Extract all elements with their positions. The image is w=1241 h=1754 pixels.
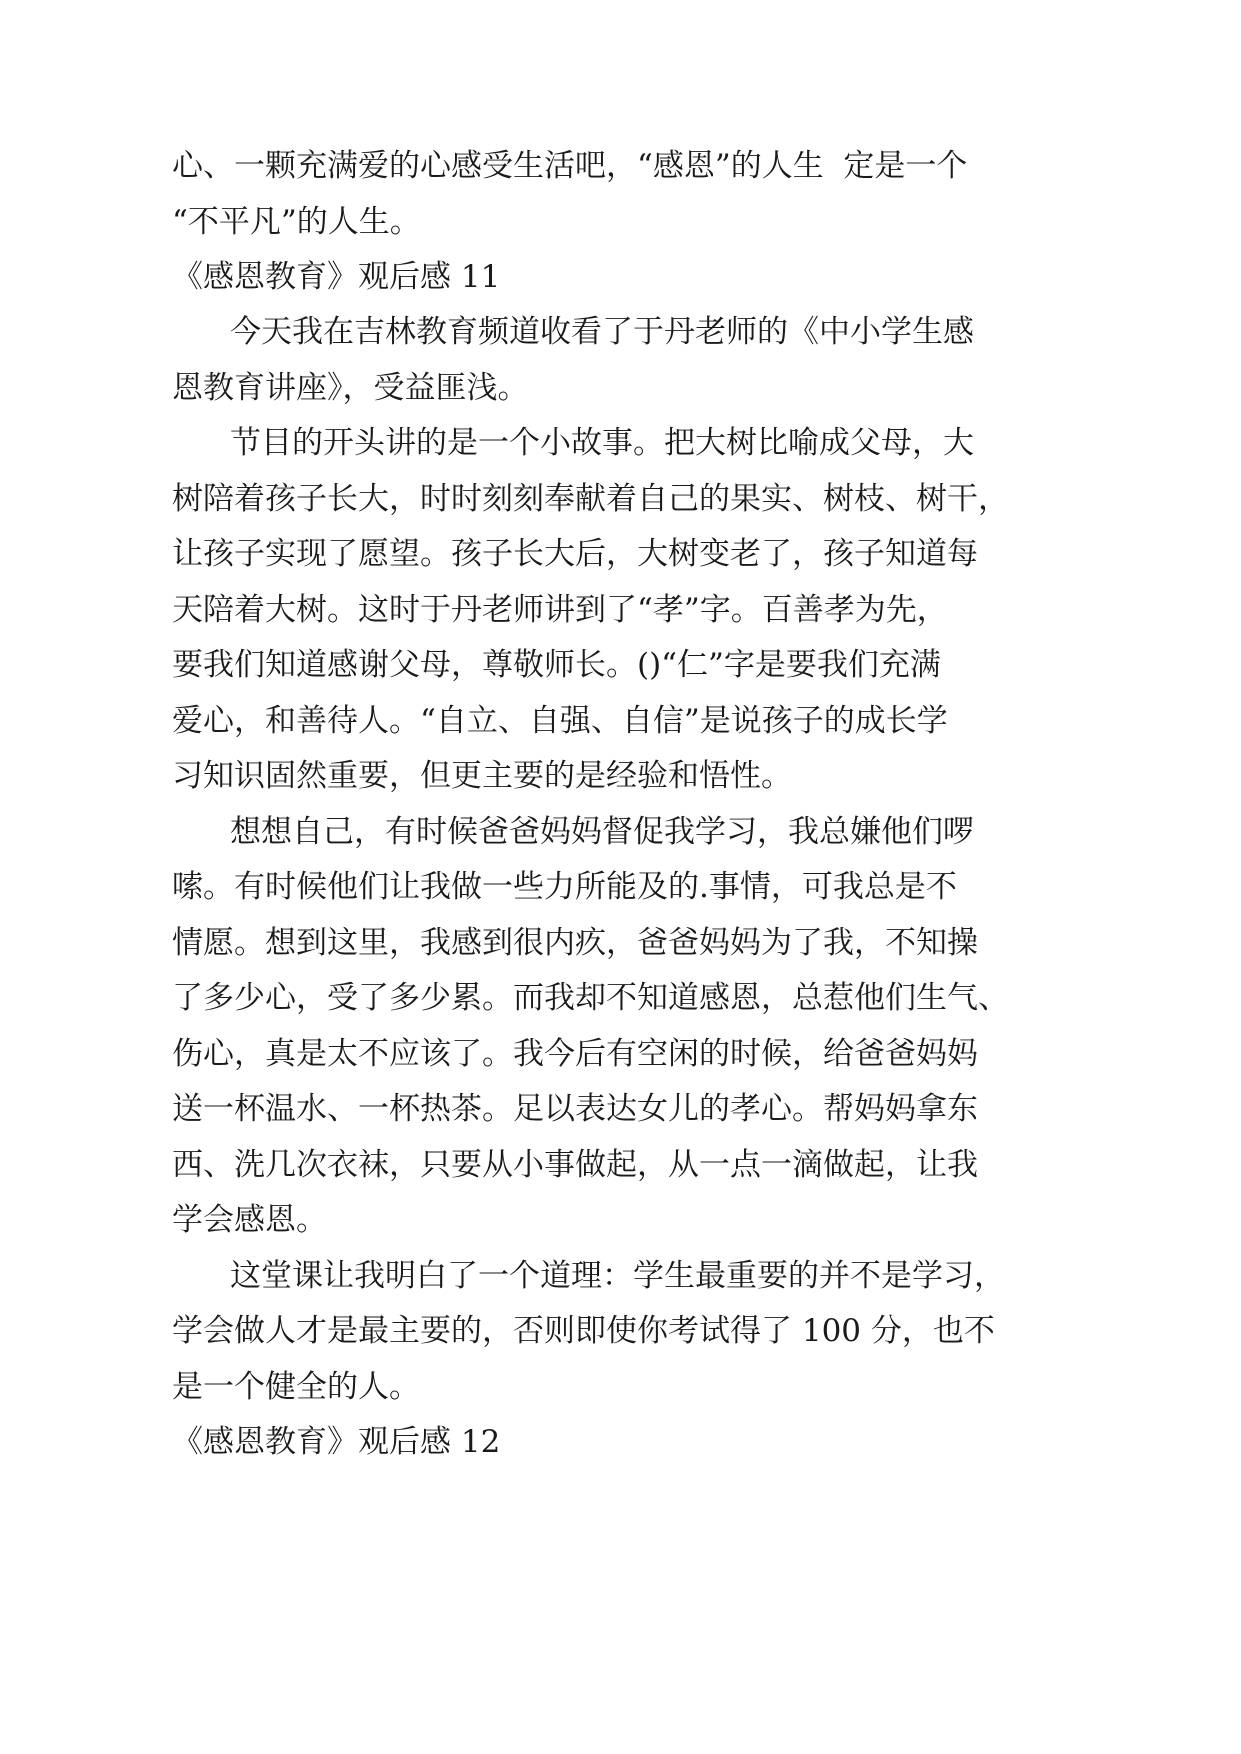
section-heading: 《感恩教育》观后感 11 xyxy=(172,259,501,295)
paragraph-start: 想想自己，有时候爸爸妈妈督促我学习，我总嫌他们啰 xyxy=(230,814,974,850)
text-line: 是一个健全的人。 xyxy=(172,1369,420,1405)
text-line: 树陪着孩子长大，时时刻刻奉献着自己的果实、树枝、树干， xyxy=(172,481,1009,517)
text-line: 伤心，真是太不应该了。我今后有空闲的时候，给爸爸妈妈 xyxy=(172,1036,978,1072)
text-line: 天陪着大树。这时于丹老师讲到了“孝”字。百善孝为先， xyxy=(172,592,948,628)
paragraph-start: 节目的开头讲的是一个小故事。把大树比喻成父母，大 xyxy=(230,425,974,461)
text-line: “不平凡”的人生。 xyxy=(172,204,421,240)
text-line: 习知识固然重要，但更主要的是经验和悟性。 xyxy=(172,758,792,794)
text-line: 爱心，和善待人。“自立、自强、自信”是说孩子的成长学 xyxy=(172,703,948,739)
text-line: 情愿。想到这里，我感到很内疚，爸爸妈妈为了我，不知操 xyxy=(172,925,978,961)
text-line: 学会感恩。 xyxy=(172,1202,327,1238)
text-line: 送一杯温水、一杯热茶。足以表达女儿的孝心。帮妈妈拿东 xyxy=(172,1091,978,1127)
text-line: 恩教育讲座》，受益匪浅。 xyxy=(172,370,529,406)
text-line: 要我们知道感谢父母，尊敬师长。()“仁”字是要我们充满 xyxy=(172,647,941,683)
text-line: 让孩子实现了愿望。孩子长大后，大树变老了，孩子知道每 xyxy=(172,536,978,572)
text-line: 嗦。有时候他们让我做一些力所能及的.事情，可我总是不 xyxy=(172,869,957,905)
text-line: 西、洗几次衣袜，只要从小事做起，从一点一滴做起，让我 xyxy=(172,1147,978,1183)
text-line: 了多少心，受了多少累。而我却不知道感恩，总惹他们生气、 xyxy=(172,980,1009,1016)
text-line: 心、一颗充满爱的心感受生活吧，“感恩”的人生 定是一个 xyxy=(172,148,968,184)
text-line: 学会做人才是最主要的，否则即使你考试得了 100 分，也不 xyxy=(172,1313,995,1349)
paragraph-start: 今天我在吉林教育频道收看了于丹老师的《中小学生感 xyxy=(230,314,974,350)
section-heading: 《感恩教育》观后感 12 xyxy=(172,1424,501,1460)
paragraph-start: 这堂课让我明白了一个道理：学生最重要的并不是学习， xyxy=(230,1258,1005,1294)
